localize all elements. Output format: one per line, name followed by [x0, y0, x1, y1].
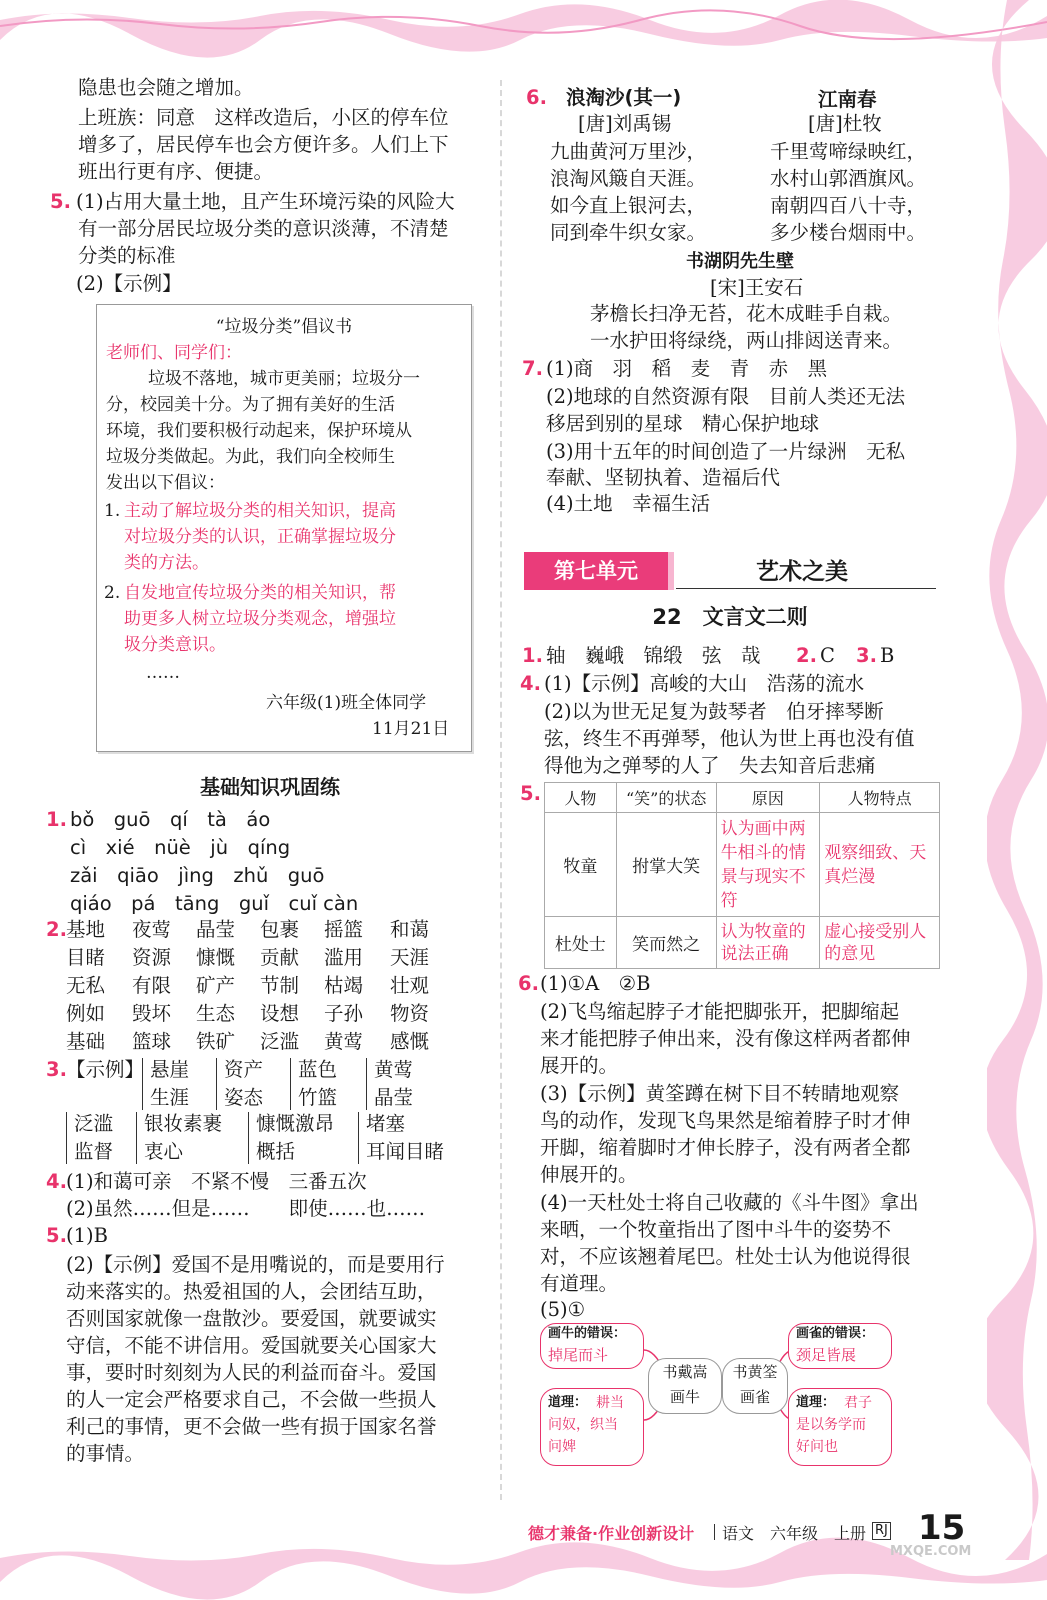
diagram-value: 问奴，织当	[548, 1417, 618, 1433]
word: 摇篮	[324, 918, 364, 941]
question-number: 5.	[520, 782, 541, 805]
answer-line: (2)虽然……但是…… 即使……也……	[66, 1197, 426, 1220]
word: 监督	[74, 1140, 114, 1163]
word: 子孙	[324, 1002, 364, 1025]
poem-line: 茅檐长扫净无苔，花木成畦手自栽。	[590, 302, 903, 325]
answer-line: (4)土地 幸福生活	[546, 492, 711, 515]
pinyin-line: zǎi qiāo jìng zhǔ guō	[70, 864, 325, 887]
answer-line: 否则国家就像一盘散沙。要爱国，就要诚实	[66, 1307, 437, 1330]
answer-line: 有道理。	[540, 1272, 619, 1295]
answer-line: (2)地球的自然资源有限 目前人类还无法	[546, 385, 906, 408]
table-cell: 笑而然之	[616, 917, 716, 969]
question-number: 1.	[46, 808, 67, 831]
letter-greeting: 老师们、同学们：	[106, 343, 242, 363]
table-cell: 拊掌大笑	[616, 813, 716, 917]
letter-title: “垃圾分类”倡议书	[215, 317, 353, 337]
answer-line: (3)【示例】黄筌蹲在树下目不转睛地观察	[540, 1082, 900, 1105]
question-number: 4.	[46, 1170, 67, 1193]
word: 篮球	[132, 1030, 172, 1053]
letter-body-line: 发出以下倡议：	[106, 473, 225, 493]
answer-line: (1)B	[66, 1224, 108, 1247]
word: 天涯	[390, 946, 430, 969]
question-number: 5.	[46, 1224, 67, 1247]
diagram-value: 耕当	[596, 1395, 624, 1411]
poem-line: 南朝四百八十寺，	[770, 194, 927, 217]
word: 竹篮	[298, 1086, 338, 1109]
diagram-label: 画牛的错误：	[548, 1326, 627, 1341]
poem-line: 九曲黄河万里沙，	[550, 140, 707, 163]
letter-item-number: 1.	[104, 501, 121, 521]
question-number: 4.	[520, 672, 541, 695]
word: 慷慨激昂	[256, 1112, 335, 1135]
table-header-row	[545, 783, 940, 813]
pinyin-line: qiáo pá tāng guǐ cuǐ càn	[70, 892, 359, 915]
table-cell: 观察细致、天真烂漫	[820, 813, 940, 917]
question-number: 6.	[518, 972, 539, 995]
table-cell: 杜处士	[545, 917, 617, 969]
answer-line: 轴 巍峨 锦缎 弦 哉	[546, 644, 761, 667]
word: 贡献	[260, 946, 300, 969]
pinyin-line: cì xié nüè jù qíng	[70, 836, 291, 859]
answer-line: (4)一天杜处士将自己收藏的《斗牛图》拿出	[540, 1191, 919, 1214]
word: 铁矿	[196, 1030, 236, 1053]
word: 基础	[66, 1030, 106, 1053]
word: 晶莹	[374, 1086, 414, 1109]
diagram-center-label: 画雀	[739, 1388, 770, 1406]
answer-line: 分类的标准	[78, 244, 176, 267]
word: 设想	[260, 1002, 300, 1025]
question-number: 1.	[522, 644, 543, 667]
word: 夜莺	[132, 918, 172, 941]
table-row	[545, 813, 940, 917]
answer-line: 来晒，一个牧童指出了图中斗牛的姿势不	[540, 1218, 892, 1241]
diagram-value: 好问也	[796, 1439, 838, 1455]
question-number: 2.	[46, 918, 67, 941]
diagram-label: 画雀的错误：	[796, 1326, 875, 1341]
word: 目睹	[66, 946, 106, 969]
word: 黄莺	[374, 1058, 414, 1081]
word: 堵塞	[366, 1112, 406, 1135]
letter-date: 11月21日	[372, 719, 450, 739]
footer-separator	[714, 1524, 715, 1540]
table-row	[545, 917, 940, 969]
poem-line: 浪淘风簸自天涯。	[550, 167, 707, 190]
answer-line: (2)【示例】爱国不是用嘴说的，而是要用行	[66, 1253, 445, 1276]
watermark: MXQE.COM	[890, 1544, 972, 1559]
letter-item-line: 主动了解垃圾分类的相关知识，提高	[124, 501, 396, 521]
poem-line: 水村山郭酒旗风。	[770, 167, 927, 190]
answer-line: 守信，不能不讲信用。爱国就要关心国家大	[66, 1334, 437, 1357]
column-divider	[500, 80, 502, 1500]
answer-line: (3)用十五年的时间创造了一片绿洲 无私	[546, 440, 906, 463]
word: 枯竭	[324, 974, 364, 997]
word: 例如	[66, 1002, 106, 1025]
word: 感慨	[390, 1030, 430, 1053]
word: 滥用	[324, 946, 364, 969]
word: 有限	[132, 974, 172, 997]
answer-line: (2)【示例】	[76, 272, 182, 295]
table-cell: 认为画中两牛相斗的情景与现实不符	[716, 813, 820, 917]
section-title: 基础知识巩固练	[200, 775, 340, 799]
diagram-value: 问婢	[548, 1439, 576, 1455]
question-number: 2.	[796, 644, 817, 667]
answer-line: 对，不应该翘着尾巴。杜处士认为他说得很	[540, 1245, 911, 1268]
answer-choice: C	[820, 644, 835, 667]
word: 基地	[66, 918, 106, 941]
letter-item-line: 圾分类意识。	[124, 635, 226, 655]
word: 姿态	[224, 1086, 264, 1109]
word: 资源	[132, 946, 172, 969]
word: 矿产	[196, 974, 236, 997]
word: 黄莺	[324, 1030, 364, 1053]
answer-line: (2)飞鸟缩起脖子才能把脚张开，把脚缩起	[540, 1000, 900, 1023]
question-number: 5.	[50, 190, 71, 213]
intro-line: 隐患也会随之增加。	[78, 76, 254, 99]
letter-item-line: 类的方法。	[124, 553, 209, 573]
answer-line: (1)和蔼可亲 不紧不慢 三番五次	[66, 1170, 367, 1193]
intro-line: 增多了，居民停车也会方便许多。人们上下	[78, 133, 449, 156]
poem-title: 江南春	[818, 88, 877, 111]
lesson-title: 22 文言文二则	[652, 605, 808, 629]
word: 概括	[256, 1140, 296, 1163]
answer-line: 动来落实的。热爱祖国的人，会团结互助，	[66, 1280, 437, 1303]
word: 无私	[66, 974, 106, 997]
word: 银妆素裹	[144, 1112, 223, 1135]
footer-brand: 德才兼备·作业创新设计	[528, 1524, 695, 1543]
table-cell: 牧童	[545, 813, 617, 917]
unit-underline	[676, 588, 936, 589]
answer-line: 事，要时时刻刻为人民的利益而奋斗。爱国	[66, 1361, 437, 1384]
word: 节制	[260, 974, 300, 997]
poem-author: [唐]刘禹锡	[578, 112, 672, 135]
footer-edition: RJ	[872, 1522, 891, 1540]
word: 慷慨	[196, 946, 236, 969]
word: 毁坏	[132, 1002, 172, 1025]
pinyin-line: bǒ guō qí tà áo	[70, 808, 271, 831]
answer-line: 奉献、坚韧执着、造福后代	[546, 466, 781, 489]
diagram-value: 掉尾而斗	[548, 1346, 609, 1364]
question-number: 7.	[522, 357, 543, 380]
letter-ellipsis: ……	[146, 663, 180, 683]
letter-body-line: 垃圾不落地，城市更美丽；垃圾分一	[148, 369, 420, 389]
answer-line: 的事情。	[66, 1442, 145, 1465]
question-number: 6.	[526, 86, 547, 109]
answer-line: (2)以为世无足复为鼓琴者 伯牙摔琴断	[544, 700, 884, 723]
answer-line: 伸展开的。	[540, 1163, 638, 1186]
letter-body-line: 分，校园美十分。为了拥有美好的生活	[106, 395, 395, 415]
table-cell: 认为牧童的说法正确	[716, 917, 820, 969]
diagram-center-label: 画牛	[669, 1388, 700, 1406]
word: 蓝色	[298, 1058, 338, 1081]
poem-line: 同到牵牛织女家。	[550, 221, 707, 244]
decorative-frame-right	[987, 0, 1047, 1560]
answer-line: 来才能把脖子伸出来，没有像这样两者都伸	[540, 1027, 911, 1050]
word: 生态	[196, 1002, 236, 1025]
answer-line: 利己的事情，更不会做一些有损于国家名誉	[66, 1415, 437, 1438]
letter-item-line: 自发地宣传垃圾分类的相关知识，帮	[124, 583, 396, 603]
diagram-value: 君子	[844, 1395, 872, 1411]
answer-line: 鸟的动作，发现飞鸟果然是缩着脖子时才伸	[540, 1109, 911, 1132]
answer-line: 弦，终生不再弹琴，他认为世上再也没有值	[544, 727, 915, 750]
question-number: 3.	[46, 1058, 67, 1081]
answer-line: (1)占用大量土地，且产生环境污染的风险大	[76, 190, 455, 213]
answer-line: 开脚，缩着脚时才伸长脖子，没有两者全都	[540, 1136, 911, 1159]
poem-title: 浪淘沙(其一)	[566, 86, 682, 109]
poem-line: 多少楼台烟雨中。	[770, 221, 927, 244]
letter-signature: 六年级(1)班全体同学	[266, 693, 427, 713]
letter-body-line: 垃圾分类做起。为此，我们向全校师生	[106, 447, 395, 467]
letter-item-line: 助更多人树立垃圾分类观念，增强垃	[124, 609, 396, 629]
question-number: 3.	[856, 644, 877, 667]
word: 耳闻目睹	[366, 1140, 445, 1163]
decorative-frame-top	[0, 0, 1047, 60]
answer-line: 得他为之弹琴的人了 失去知音后悲痛	[544, 754, 876, 777]
table-header: 人物特点	[820, 783, 940, 813]
word: 生涯	[150, 1086, 190, 1109]
word: 泛滥	[74, 1112, 114, 1135]
answer-line: 移居到别的星球 精心保护地球	[546, 412, 820, 435]
letter-item-number: 2.	[104, 583, 121, 603]
answer-choice: B	[880, 644, 895, 667]
table-cell: 虚心接受别人的意见	[820, 917, 940, 969]
answer-line: 的人一定会严格要求自己，不会做一些损人	[66, 1388, 437, 1411]
answer-line: (1)【示例】高峻的大山 浩荡的流水	[544, 672, 865, 695]
word: 包裹	[260, 918, 300, 941]
word: 和蔼	[390, 918, 430, 941]
diagram-center-label: 书戴嵩	[662, 1363, 708, 1381]
diagram-label: 道理：	[796, 1395, 836, 1410]
answer-line: (1)①A ②B	[540, 972, 651, 995]
poem-author: [宋]王安石	[710, 276, 804, 299]
answer-line: 展开的。	[540, 1054, 619, 1077]
answer-line: (5)①	[540, 1298, 586, 1321]
table-header: “笑”的状态	[616, 783, 716, 813]
diagram-center-label: 书黄筌	[732, 1363, 778, 1381]
poem-author: [唐]杜牧	[808, 112, 882, 135]
unit-tag: 第七单元	[524, 552, 674, 590]
intro-line: 上班族：同意 这样改造后，小区的停车位	[78, 106, 449, 129]
diagram-label: 道理：	[548, 1395, 588, 1410]
unit-title: 艺术之美	[756, 559, 848, 585]
word: 资产	[224, 1058, 264, 1081]
word: 物资	[390, 1002, 430, 1025]
intro-line: 班出行更有序、便捷。	[78, 160, 274, 183]
diagram-value: 是以务学而	[796, 1417, 866, 1433]
character-table	[544, 782, 940, 969]
footer-info: 语文 六年级 上册	[722, 1524, 867, 1543]
letter-body-line: 环境，我们要积极行动起来，保护环境从	[106, 421, 412, 441]
word: 泛滥	[260, 1030, 300, 1053]
table-header: 人物	[545, 783, 617, 813]
poem-title: 书湖阴先生壁	[686, 251, 794, 272]
poem-line: 如今直上银河去，	[550, 194, 707, 217]
letter-item-line: 对垃圾分类的认识，正确掌握垃圾分	[124, 527, 396, 547]
word: 衷心	[144, 1140, 184, 1163]
page-number: 15	[918, 1508, 966, 1548]
answer-line: (1)商 羽 稻 麦 青 赤 黑	[546, 357, 828, 380]
word: 壮观	[390, 974, 430, 997]
answer-line: 有一部分居民垃圾分类的意识淡薄，不清楚	[78, 217, 449, 240]
poem-line: 一水护田将绿绕，两山排闼送青来。	[590, 329, 903, 352]
poem-line: 千里莺啼绿映红，	[770, 140, 927, 163]
table-header: 原因	[716, 783, 820, 813]
example-label: 【示例】	[66, 1058, 145, 1081]
diagram-value: 颈足皆展	[796, 1346, 857, 1364]
word: 悬崖	[150, 1058, 190, 1081]
word: 晶莹	[196, 918, 236, 941]
